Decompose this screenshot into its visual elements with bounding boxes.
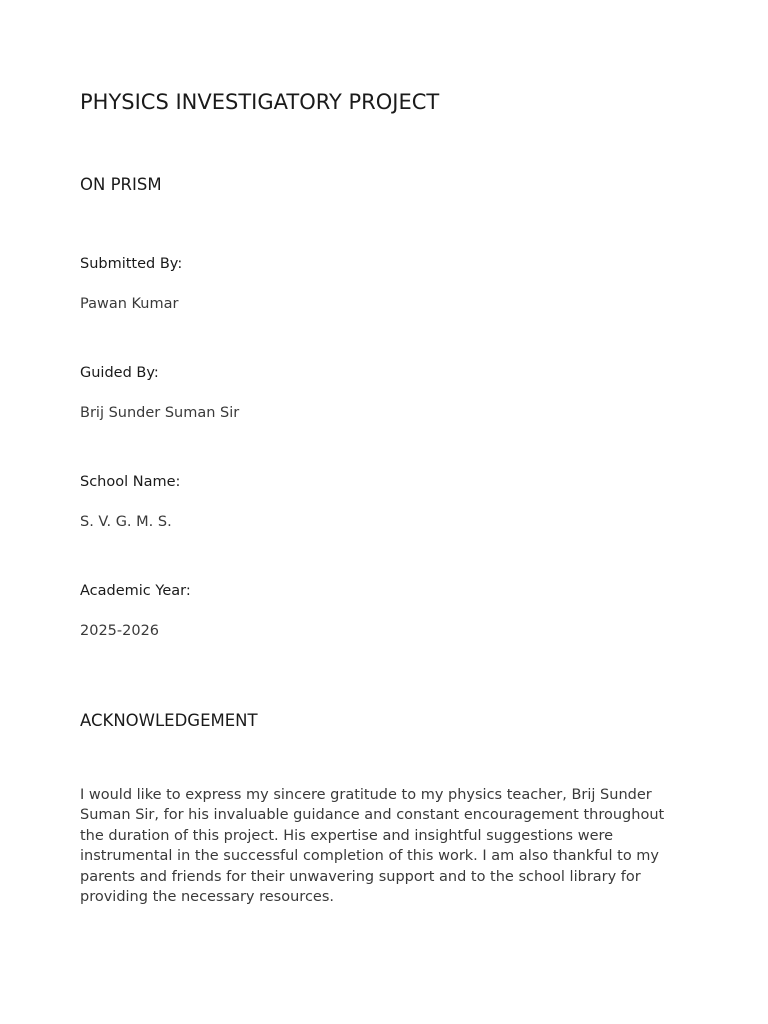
submitted-by-label: Submitted By: [80, 256, 183, 272]
school-name-label: School Name: [80, 474, 181, 490]
academic-year-label: Academic Year: [80, 583, 191, 599]
guided-by-value: Brij Sunder Suman Sir [80, 405, 240, 421]
academic-year-value: 2025-2026 [80, 623, 160, 639]
guided-by-label: Guided By: [80, 365, 159, 381]
submitted-by-value: Pawan Kumar [80, 296, 179, 312]
page-subtitle: ON PRISM [80, 175, 162, 194]
page-title: PHYSICS INVESTIGATORY PROJECT [80, 90, 440, 114]
school-name-value: S. V. G. M. S. [80, 514, 172, 530]
acknowledgement-heading: ACKNOWLEDGEMENT [80, 711, 258, 730]
acknowledgement-body: I would like to express my sincere gratitude to my physics teacher, Brij Sunder Suman Sir, for his invaluable guidance and constant encouragement throughout the duration of this project. His expertise and insightful suggestions were instrumental in the successful completion of this work. I am also thankful to my parents and friends for their unwavering support and to the school library for providing the necessary resources. [80, 787, 665, 906]
